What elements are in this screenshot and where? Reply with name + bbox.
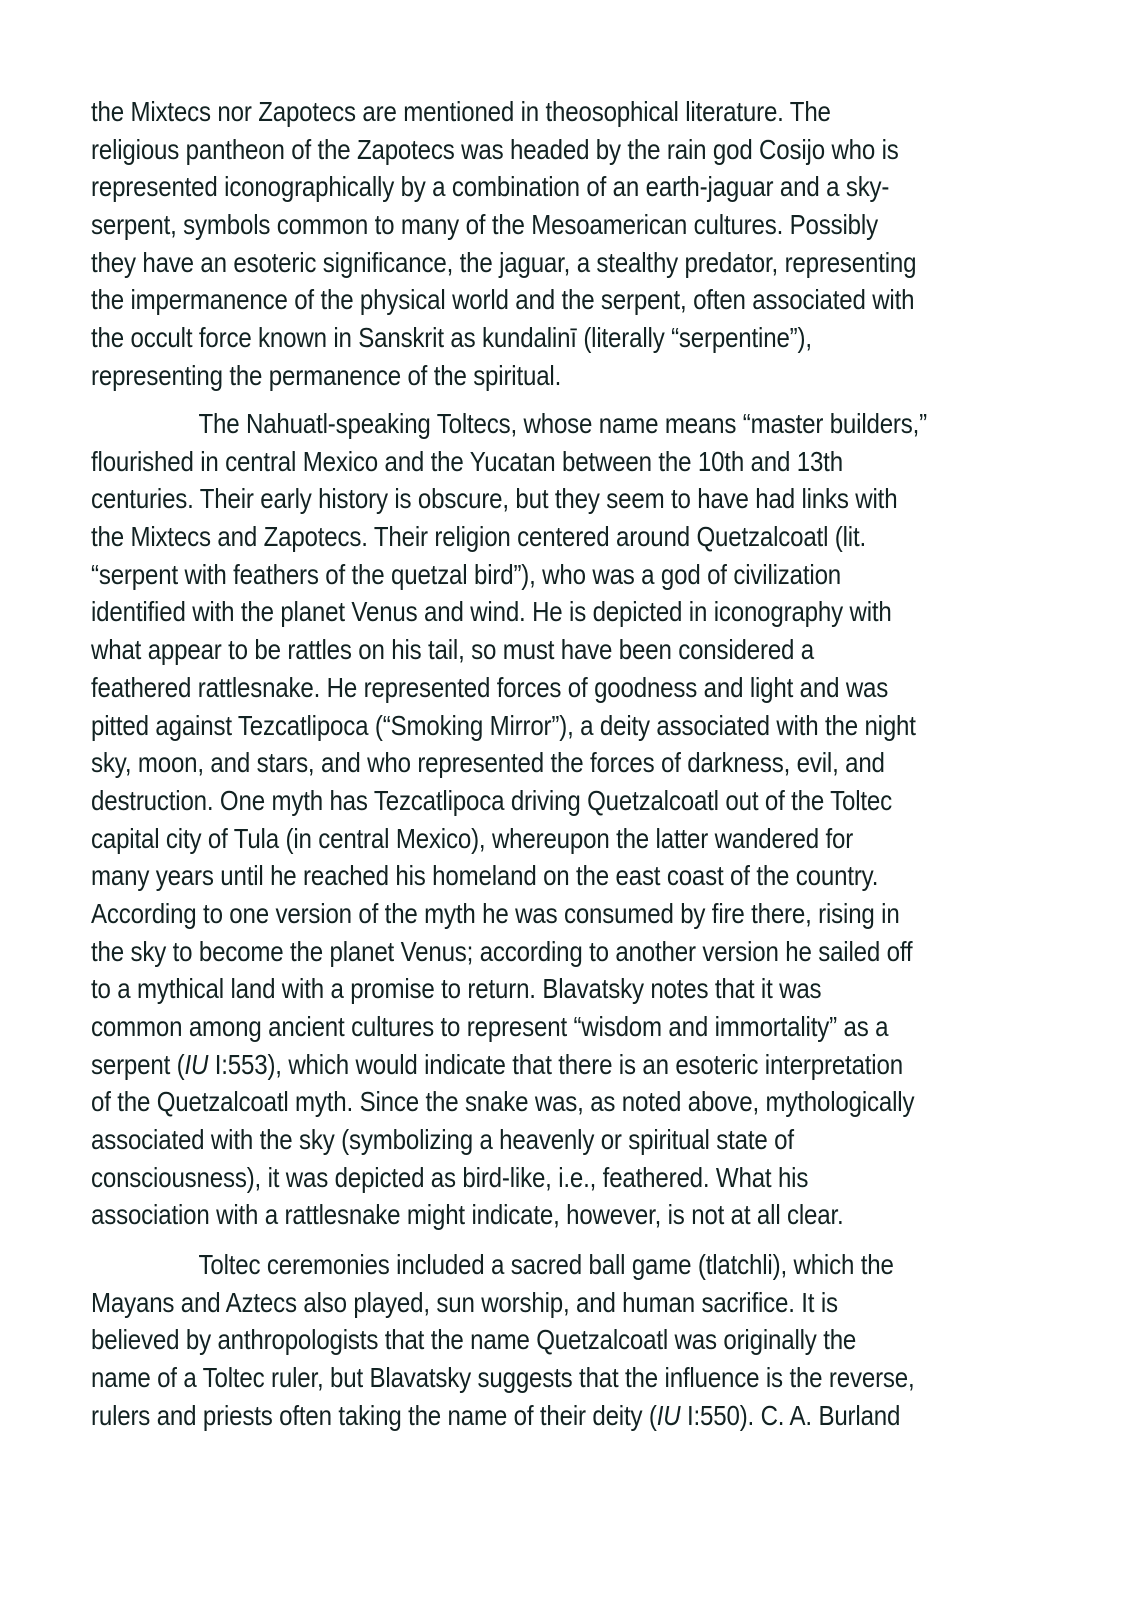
text-line: centuries. Their early history is obscure, but they seem to have had links with (91, 483, 898, 515)
text-line: the impermanence of the physical world and the serpent, often associated with (91, 284, 915, 316)
paragraph-1 (91, 93, 1051, 395)
text-line: pitted against Tezcatlipoca (“Smoking Mirror”), a deity associated with the night (91, 709, 916, 741)
text-line: destruction. One myth has Tezcatlipoca driving Quetzalcoatl out of the Toltec (91, 784, 893, 816)
text-line: believed by anthropologists that the name Quetzalcoatl was originally the (91, 1324, 857, 1356)
text-segment: serpent ( (91, 1048, 185, 1080)
text-line: association with a rattlesnake might indicate, however, is not at all clear. (91, 1199, 844, 1231)
paragraph-3 (91, 1246, 1051, 1434)
text-line: consciousness), it was depicted as bird-like, i.e., feathered. What his (91, 1161, 809, 1193)
citation-abbreviation: IU (184, 1048, 209, 1080)
text-line: the Mixtecs nor Zapotecs are mentioned in theosophical literature. The (91, 96, 831, 127)
text-segment: I:550). C. A. Burland (680, 1399, 901, 1431)
text-line: of the Quetzalcoatl myth. Since the snake was, as noted above, mythologically (91, 1086, 915, 1118)
text-line: religious pantheon of the Zapotecs was headed by the rain god Cosijo who is (91, 133, 899, 165)
text-line: name of a Toltec ruler, but Blavatsky suggests that the influence is the reverse, (91, 1362, 915, 1394)
paragraph-2 (91, 405, 1051, 1234)
text-line: many years until he reached his homeland on the east coast of the country. (91, 860, 879, 892)
text-line: According to one version of the myth he was consumed by fire there, rising in (91, 897, 900, 929)
text-line: the sky to become the planet Venus; according to another version he sailed off (91, 935, 913, 967)
text-line (91, 1397, 917, 1435)
text-line: common among ancient cultures to represent “wisdom and immortality” as a (91, 1011, 889, 1042)
text-line: “serpent with feathers of the quetzal bird”), who was a god of civilization (91, 558, 842, 590)
text-line: associated with the sky (symbolizing a heavenly or spiritual state of (91, 1124, 794, 1156)
text-line: flourished in central Mexico and the Yucatan between the 10th and 13th (91, 445, 843, 477)
text-line: representing the permanence of the spiritual. (91, 359, 562, 391)
text-segment: rulers and priests often taking the name of their deity ( (91, 1399, 657, 1431)
text-line: to a mythical land with a promise to return. Blavatsky notes that it was (91, 973, 822, 1005)
citation-abbreviation: IU (656, 1399, 681, 1431)
text-line (91, 1046, 917, 1084)
text-line: what appear to be rattles on his tail, so must have been considered a (91, 634, 815, 666)
text-line: capital city of Tula (in central Mexico), whereupon the latter wandered for (91, 822, 854, 854)
text-line: sky, moon, and stars, and who represented the forces of darkness, evil, and (91, 747, 885, 779)
text-line: The Nahuatl-speaking Toltecs, whose name means “master builders,” (198, 408, 928, 439)
text-line: identified with the planet Venus and wind. He is depicted in iconography with (91, 596, 892, 628)
text-line: Mayans and Aztecs also played, sun worship, and human sacrifice. It is (91, 1286, 838, 1318)
text-line: the occult force known in Sanskrit as kundalinī (literally “serpentine”), (91, 322, 812, 354)
text-line: the Mixtecs and Zapotecs. Their religion centered around Quetzalcoatl (lit. (91, 521, 867, 553)
text-line: feathered rattlesnake. He represented forces of goodness and light and was (91, 671, 889, 703)
text-line: represented iconographically by a combination of an earth-jaguar and a sky- (91, 171, 890, 203)
text-line: they have an esoteric significance, the jaguar, a stealthy predator, representing (91, 246, 917, 278)
text-line: Toltec ceremonies included a sacred ball game (tlatchli), which the (198, 1249, 894, 1280)
text-segment: I:553), which would indicate that there is an esoteric interpretation (208, 1048, 903, 1080)
text-line: serpent, symbols common to many of the Mesoamerican cultures. Possibly (91, 209, 878, 241)
